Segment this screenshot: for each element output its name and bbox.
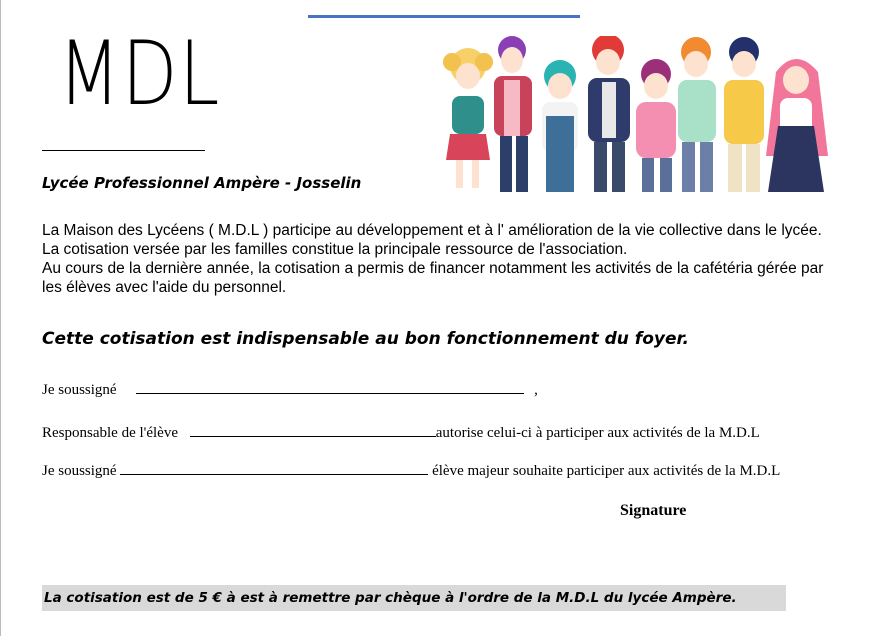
form-line-adult-suffix: élève majeur souhaite participer aux activités de la M.D.L <box>432 463 781 479</box>
mdl-logo: MDL <box>58 22 221 125</box>
student-figure-3 <box>542 60 578 192</box>
student-figure-1 <box>443 48 493 188</box>
intro-paragraph: La Maison des Lycéens ( M.D.L ) participe au développement et à l' amélioration de la vie collective dans le lycée. La cotisation versée par les familles constitue la principale ressource de l'association. <box>42 222 822 258</box>
header-rule <box>308 15 580 18</box>
fee-notice: La cotisation est de 5 € à est à remettre par chèque à l'ordre de la M.D.L du lycée Ampère. <box>42 585 786 611</box>
form-line-guardian-label: Responsable de l'élève <box>42 425 178 441</box>
signature-label: Signature <box>620 502 687 519</box>
form-line-guardian <box>42 424 760 442</box>
student-figure-5 <box>636 59 676 192</box>
form-line-name-suffix: , <box>534 382 538 398</box>
intro-text <box>42 221 832 297</box>
school-name: Lycée Professionnel Ampère - Josselin <box>42 174 362 192</box>
form-line-adult-student <box>42 462 780 480</box>
emphasis-statement: Cette cotisation est indispensable au bon fonctionnement du foyer. <box>42 329 689 349</box>
student-figure-2 <box>494 36 532 192</box>
students-group-illustration <box>424 36 848 192</box>
student-figure-7 <box>724 37 764 192</box>
student-figure-6 <box>678 37 716 192</box>
student-name-blank-field[interactable] <box>190 424 436 437</box>
form-line-adult-label: Je soussigné <box>42 463 117 479</box>
adult-student-blank-field[interactable] <box>120 462 428 475</box>
student-figure-4 <box>588 36 630 192</box>
form-line-name <box>42 381 538 399</box>
form-line-guardian-suffix: autorise celui-ci à participer aux activités de la M.D.L <box>435 425 760 441</box>
page-edge <box>0 0 1 636</box>
form-line-name-label: Je soussigné <box>42 382 117 398</box>
student-figure-8 <box>766 59 828 192</box>
name-blank-field[interactable] <box>136 381 524 394</box>
funding-paragraph: Au cours de la dernière année, la cotisation a permis de financer notamment les activités de la cafétéria gérée par les élèves avec l'aide du personnel. <box>42 260 824 296</box>
logo-underline <box>42 150 205 151</box>
